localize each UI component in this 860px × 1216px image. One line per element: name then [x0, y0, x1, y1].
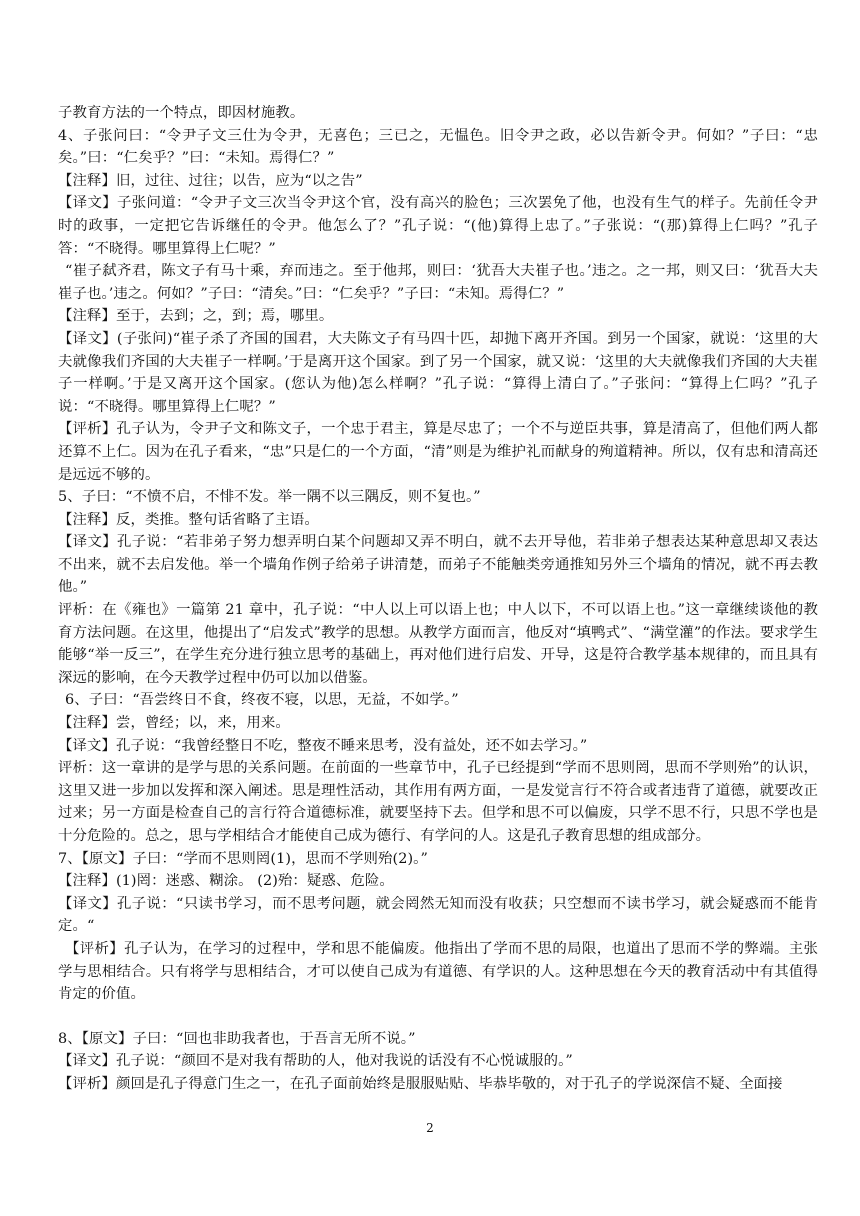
paragraph-3: 【注释】旧，过往、过往；以告，应为“以之告”	[58, 172, 363, 189]
paragraph-11: 【译文】孔子说：“若非弟子努力想弄明白某个问题却又弄不明白，就不去开导他，若非弟子想表达某种意思却又表达不出来，就不去启发他。举一个墙角作例子给弟子讲清楚，而弟子不能触类旁通推知另外三个墙角的情况，就不再去教他。”	[58, 534, 818, 596]
paragraph-16: 评析：这一章讲的是学与思的关系问题。在前面的一些章节中，孔子已经提到“学而不思则罔，思而不学则殆”的认识，这里又进一步加以发挥和深入阐述。思是理性活动，其作用有两方面，一是发觉言行不符合或者违背了道德，就要改正过来；另一方面是检查自己的言行符合道德标准，就要坚持下去。但学和思不可以偏废，只学不思不行，只思不学也是十分危险的。总之，思与学相结合才能使自己成为德行、有学问的人。这是孔子教育思想的组成部分。	[58, 760, 818, 844]
paragraph-21: 8、【原文】子曰：“回也非助我者也，于吾言无所不说。”	[58, 1030, 416, 1047]
paragraph-6: 【注释】至于，去到；之，到；焉，哪里。	[58, 308, 334, 325]
paragraph-14: 【注释】尝，曾经；以，来，用来。	[58, 715, 290, 732]
paragraph-23: 【评析】颜回是孔子得意门生之一，在孔子面前始终是服服贴贴、毕恭毕敬的，对于孔子的学说深信不疑、全面接	[58, 1075, 783, 1092]
paragraph-4: 【译文】子张问道：“令尹子文三次当令尹这个官，没有高兴的脸色；三次罢免了他，也没有生气的样子。先前任令尹时的政事，一定把它告诉继任的令尹。他怎么了？”孔子说：“(他)算得上忠了。”子张说：“(那)算得上仁吗？”孔子答：“不晓得。哪里算得上仁呢？”	[58, 195, 818, 257]
paragraph-7: 【译文】(子张问)“崔子杀了齐国的国君，大夫陈文子有马四十匹，却抛下离开齐国。到另一个国家，就说：‘这里的大夫就像我们齐国的大夫崔子一样啊。’于是离开这个国家。到了另一个国家，就又说：‘这里的大夫就像我们齐国的大夫崔子一样啊。’于是又离开这个国家。(您认为他)怎么样啊？”孔子说：“算得上清白了。”子张问：“算得上仁吗？”孔子说：“不晓得。哪里算得上仁呢？”	[58, 330, 818, 415]
paragraph-8: 【评析】孔子认为，令尹子文和陈文子，一个忠于君主，算是尽忠了；一个不与逆臣共事，算是清高了，但他们两人都还算不上仁。因为在孔子看来，“忠”只是仁的一个方面，“清”则是为维护礼而献身的殉道精神。所以，仅有忠和清高还是远远不够的。	[58, 421, 818, 483]
paragraph-1: 子教育方法的一个特点，即因材施教。	[58, 105, 305, 121]
paragraph-13: 6、子曰：“吾尝终日不食，终夜不寝，以思，无益，不如学。”	[65, 692, 459, 709]
paragraph-10: 【注释】反，类推。整句话省略了主语。	[58, 511, 319, 528]
paragraph-20: 【评析】孔子认为，在学习的过程中，学和思不能偏废。他指出了学而不思的局限，也道出了思而不学的弊端。主张学与思相结合。只有将学与思相结合，才可以使自己成为有道德、有学识的人。这种思想在今天的教育活动中有其值得肯定的价值。	[58, 940, 818, 1003]
paragraph-17: 7、【原文】子曰：“学而不思则罔(1)，思而不学则殆(2)。”	[58, 850, 428, 867]
paragraph-15: 【译文】孔子说：“我曾经整日不吃，整夜不睡来思考，没有益处，还不如去学习。”	[58, 737, 588, 754]
paragraph-2: 4、子张问曰：“令尹子文三仕为令尹，无喜色；三已之，无愠色。旧令尹之政，必以告新令尹。何如？”子曰：“忠矣。”曰：“仁矣乎？”曰：“未知。焉得仁？”	[58, 127, 818, 167]
paragraph-12: 评析：在《雍也》一篇第 21 章中，孔子说：“中人以上可以语上也；中人以下，不可以语上也。”这一章继续谈他的教育方法问题。在这里，他提出了“启发式”教学的思想。从教学方面而言，他反对“填鸭式”、“满堂灌”的作法。要求学生能够“举一反三”，在学生充分进行独立思考的基础上，再对他们进行启发、开导，这是符合教学基本规律的，而且具有深远的影响，在今天教学过程中仍可以加以借鉴。	[58, 602, 818, 686]
paragraph-19: 【译文】孔子说：“只读书学习，而不思考问题，就会罔然无知而没有收获；只空想而不读书学习，就会疑惑而不能肯定。“	[58, 895, 818, 935]
page-number: 2	[426, 1121, 434, 1135]
paragraph-5: “崔子弑齐君，陈文子有马十乘，弃而违之。至于他邦，则曰：‘犹吾大夫崔子也。’违之。之一邦，则又曰：‘犹吾大夫崔子也。’违之。何如？”子曰：“清矣。”曰：“仁矣乎？”子曰：“未知。焉得仁？”	[58, 263, 818, 302]
paragraph-22: 【译文】孔子说：“颜回不是对我有帮助的人，他对我说的话没有不心悦诚服的。”	[58, 1053, 573, 1070]
document-body	[58, 102, 818, 1096]
paragraph-18: 【注释】(1)罔：迷惑、糊涂。 (2)殆：疑惑、危险。	[58, 873, 394, 890]
paragraph-9: 5、子曰：“不愤不启，不悱不发。举一隅不以三隅反，则不复也。”	[58, 489, 481, 506]
